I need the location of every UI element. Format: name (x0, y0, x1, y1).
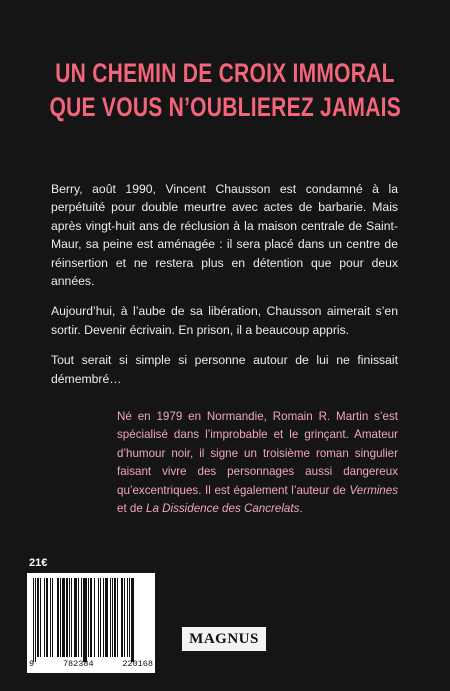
barcode-bar (129, 578, 130, 657)
barcode-bar (78, 578, 79, 657)
barcode-bar (105, 578, 108, 657)
barcode-bar (37, 578, 39, 657)
barcode-bar (94, 578, 95, 657)
barcode-bar (60, 578, 61, 657)
barcode-bar (124, 578, 125, 657)
barcode-bar (33, 578, 34, 662)
barcode-bar (50, 578, 51, 657)
barcode-bar (40, 578, 41, 657)
author-bio-connector: et de (117, 502, 147, 516)
barcode-bar (35, 578, 36, 662)
synopsis (51, 180, 398, 400)
barcode-bar (71, 578, 72, 657)
barcode-bar (52, 578, 53, 657)
author-bio-text: Né en 1979 en Normandie, Romain R. Martin s’est spécialisé dans l’improbable et le grinçant. Amateur d’humour noir, il signe un troisième roman singulier faisant vivre des personnages aussi dangereux qu’excentriques. Il est également l’auteur de (117, 410, 398, 497)
barcode-bar (74, 578, 77, 657)
barcode-bar (69, 578, 70, 657)
author-bio-end: . (299, 502, 303, 516)
synopsis-paragraph-2: Aujourd’hui, à l’aube de sa libération, Chausson aimerait s’en sortir. Devenir écrivain. En prison, il a beaucoup appris. (51, 304, 398, 337)
barcode-bar (62, 578, 65, 657)
synopsis-paragraph-1: Berry, août 1990, Vincent Chausson est condamné à la perpétuité pour double meurtre avec actes de barbarie. Mais après vingt-huit ans de réclusion à la maison centrale de Saint-Maur, sa peine est aménagée : il sera placé dans un centre de réinsertion et ne restera plus en détention que pour deux années. (51, 182, 398, 289)
barcode-bar (44, 578, 45, 657)
barcode-bar (57, 578, 59, 657)
synopsis-paragraph-3: Tout serait si simple si personne autour de lui ne finissait démembré… (51, 353, 398, 386)
publisher-name: MAGNUS (189, 630, 259, 647)
isbn-barcode (27, 573, 155, 673)
headline (50, 56, 401, 124)
barcode-bar (81, 578, 82, 657)
author-bio (117, 408, 398, 518)
isbn-group-1: 782384 (62, 659, 94, 669)
barcode-bar (98, 578, 99, 657)
barcode-bars (27, 573, 155, 673)
isbn-group-2: 220168 (122, 659, 153, 669)
barcode-bar (66, 578, 68, 657)
barcode-bar (83, 578, 87, 662)
barcode-bar (131, 578, 134, 662)
headline-line-2: QUE VOUS N’OUBLIEREZ JAMAIS (49, 92, 402, 122)
barcode-bar (114, 578, 116, 657)
barcode-bar (121, 578, 123, 657)
barcode-bar (112, 578, 113, 657)
price-label: 21€ (29, 557, 48, 569)
barcode-bar (100, 578, 101, 657)
barcode-bar (110, 578, 111, 657)
barcode-bar (117, 578, 118, 657)
barcode-bar (46, 578, 48, 657)
isbn-digits (29, 659, 153, 669)
barcode-bar (88, 578, 89, 657)
isbn-prefix: 9 (29, 659, 35, 669)
publisher-logo (182, 627, 266, 651)
barcode-bar (127, 578, 128, 657)
headline-line-1: UN CHEMIN DE CROIX IMMORAL (55, 58, 395, 88)
book-title-dissidence: La Dissidence des Cancrelats (146, 502, 300, 516)
book-title-vermines: Vermines (349, 483, 398, 497)
barcode-bar (103, 578, 104, 657)
barcode-bar (90, 578, 92, 657)
